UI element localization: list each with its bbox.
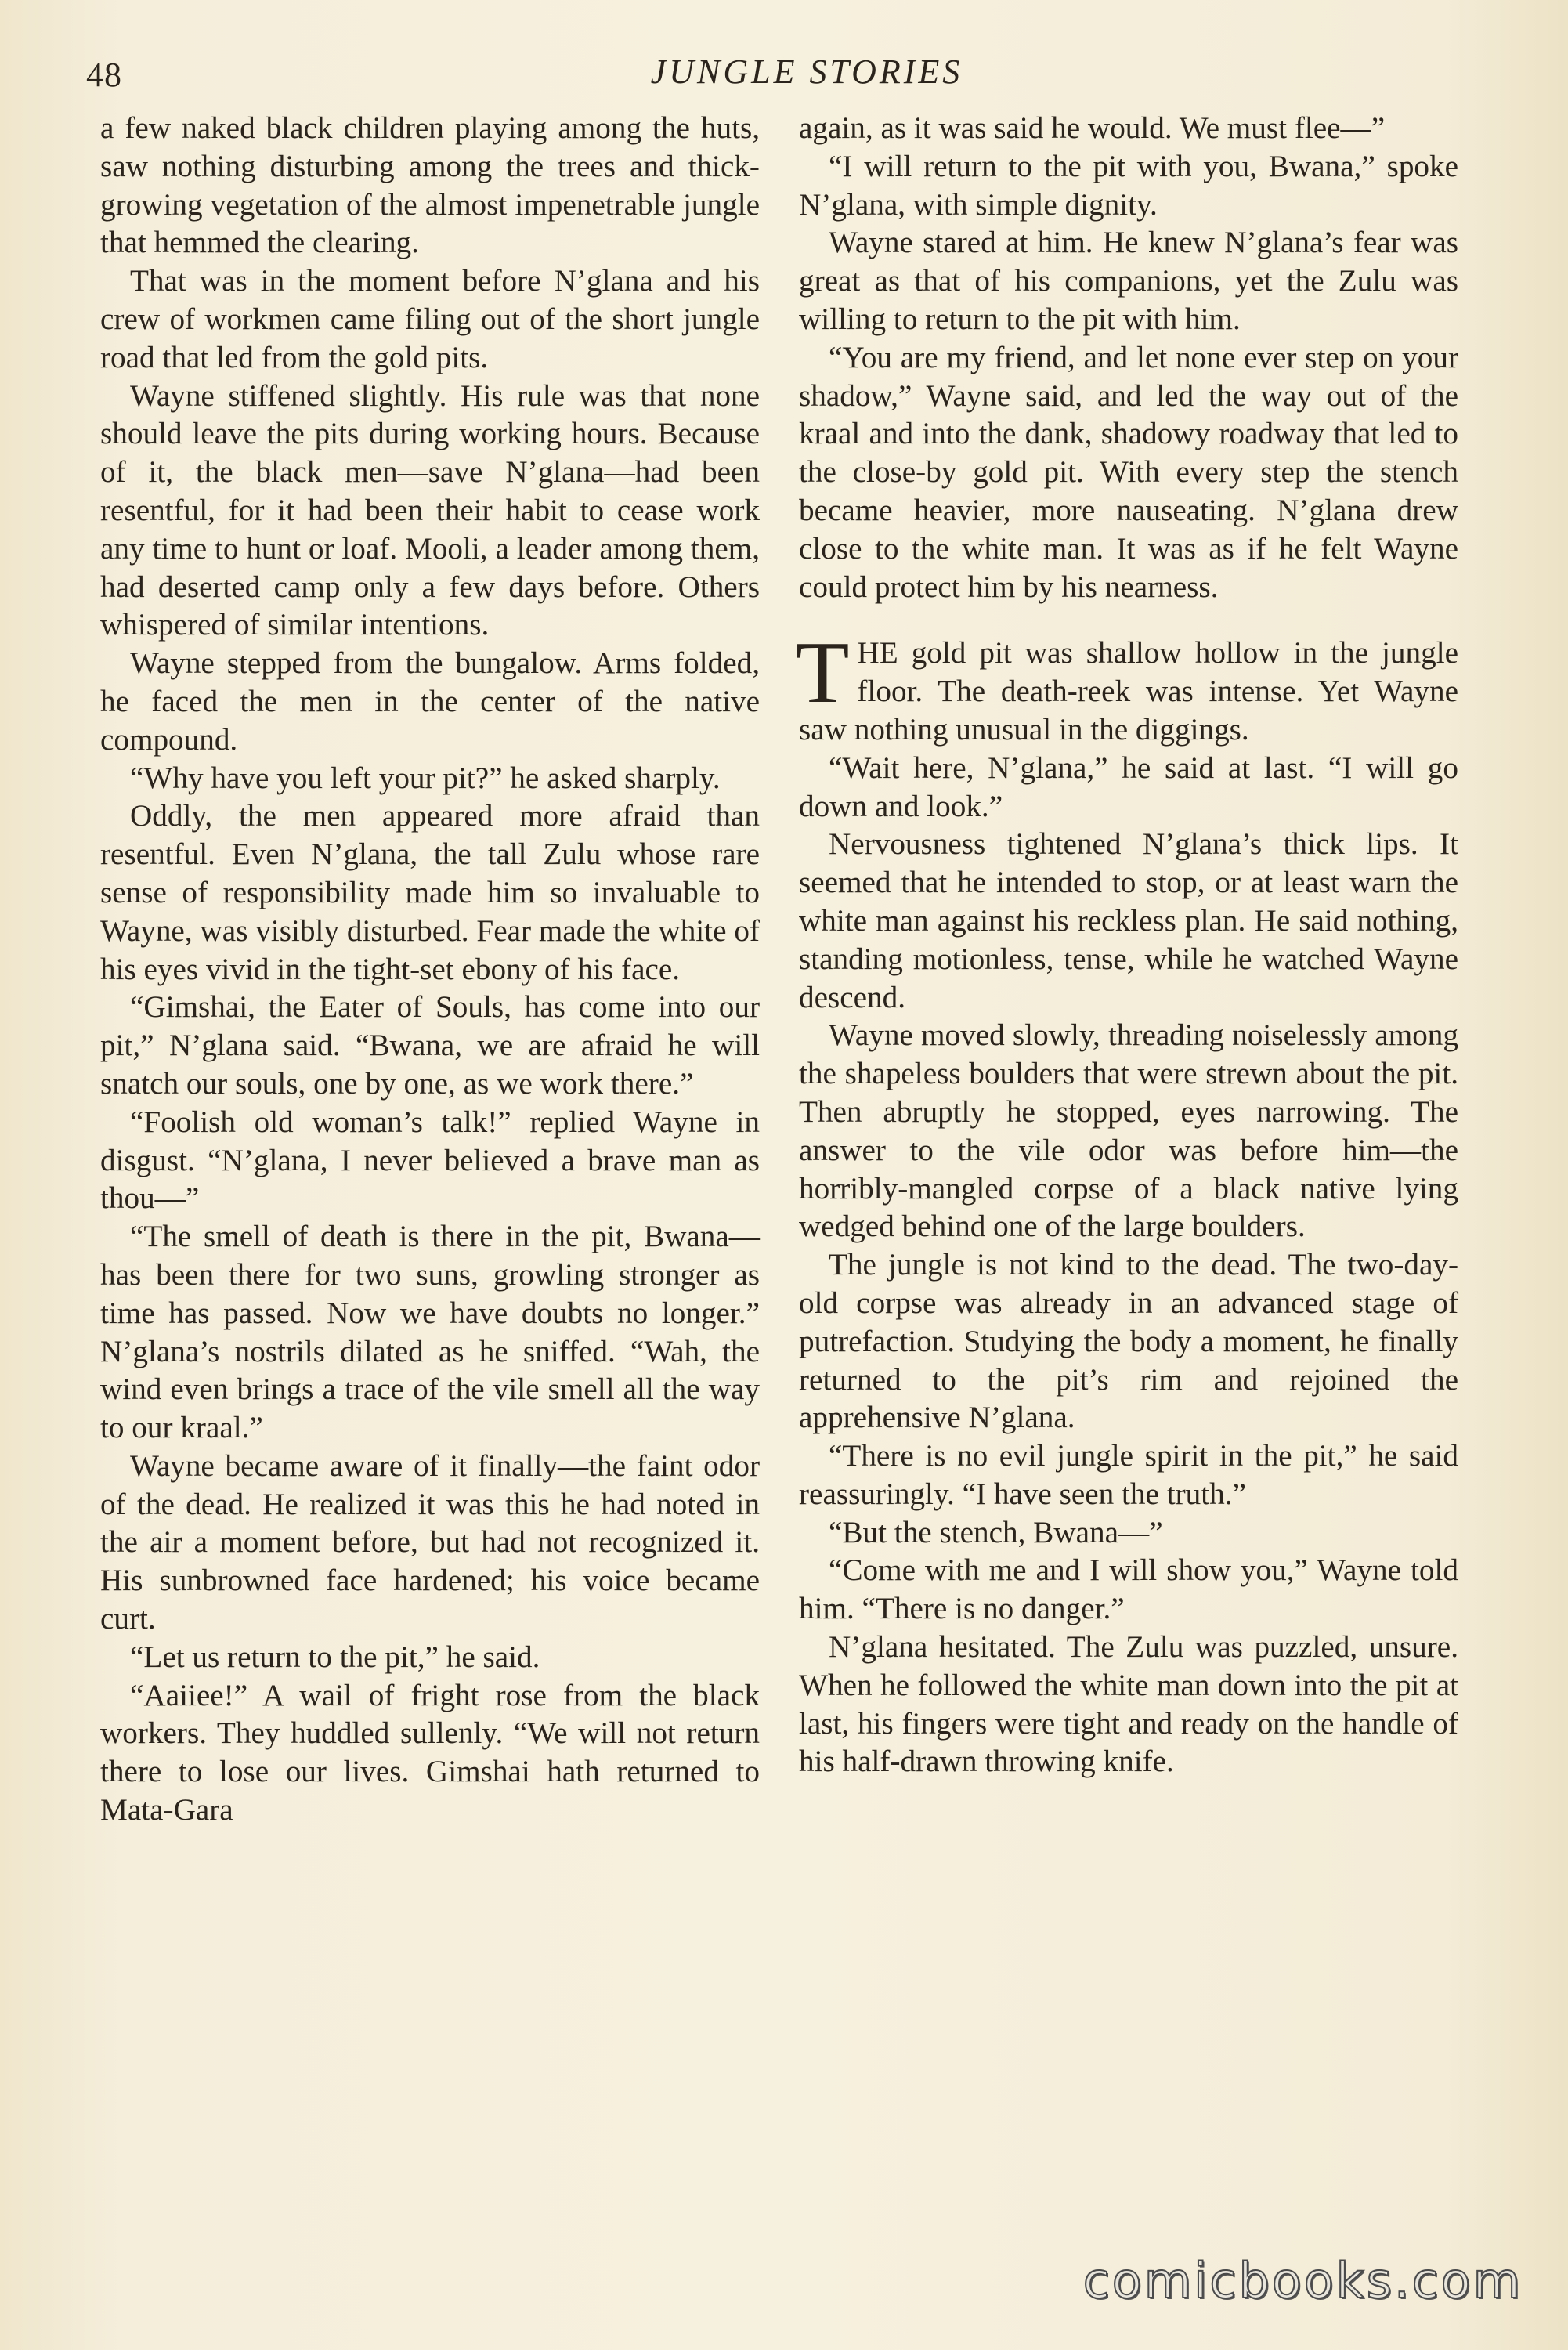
paragraph: “Come with me and I will show you,” Wayne told him. “There is no danger.” (799, 1553, 1458, 1626)
paragraph: “The smell of death is there in the pit, Bwana— has been there for two suns, growling stronger as time has passed. Now we have doubts no longer.” N’glana’s nostrils dilated as he sniffed. “Wah, the wind even brings a trace of the vile smell all the way to our kraal.” (100, 1220, 760, 1445)
paragraph: N’glana hesitated. The Zulu was puzzled, unsure. When he followed the white man down into the pit at last, his fingers were tight and ready on the handle of his half-drawn throwing knife. (799, 1630, 1458, 1779)
paragraph: “Wait here, N’glana,” he said at last. “I will go down and look.” (799, 750, 1458, 823)
section-opening-paragraph (796, 624, 1458, 749)
paragraph: The jungle is not kind to the dead. The two-day-old corpse was already in an advanced stage of putrefaction. Studying the body a moment, he finally returned to the pit’s rim and rejoined the apprehensive N’glana. (799, 1248, 1458, 1435)
paragraph: again, as it was said he would. We must flee—” (799, 111, 1386, 145)
paragraph: “Foolish old woman’s talk!” replied Wayne in disgust. “N’glana, I never believed a brave man as thou—” (100, 1104, 760, 1216)
paragraph: “You are my friend, and let none ever step on your shadow,” Wayne said, and led the way out of the kraal and into the dank, shadowy roadway that led to the close-by gold pit. With every step the stench became heavier, more nauseating. N’glana drew close to the white man. It was as if he felt Wayne could protect him by his nearness. (799, 340, 1458, 604)
page-number: 48 (86, 56, 122, 94)
paragraph: Nervousness tightened N’glana’s thick lips. It seemed that he intended to stop, or at least warn the white man against his reckless plan. He said nothing, standing motionless, tense, while he watched Wayne descend. (799, 827, 1458, 1014)
paragraph: That was in the moment before N’glana and his crew of workmen came filing out of the short jungle road that led from the gold pits. (100, 264, 760, 374)
paragraph: “Why have you left your pit?” he asked sharply. (130, 761, 721, 795)
paragraph: “I will return to the pit with you, Bwana,” spoke N’glana, with simple dignity. (799, 149, 1458, 222)
paragraph: “But the stench, Bwana—” (829, 1515, 1163, 1549)
paragraph: Wayne moved slowly, threading noiselessly among the shapeless boulders that were strewn about the pit. Then abruptly he stopped, eyes narrowing. The answer to the vile odor was before him—the horribly-mangled corpse of a black native lying wedged behind one of the large boulders. (799, 1018, 1458, 1244)
paragraph: “Aaiiee!” A wail of fright rose from the black workers. They huddled sullenly. “We will not return there to lose our lives. Gimshai hath returned to Mata-Gara (100, 1678, 760, 1828)
paragraph: Oddly, the men appeared more afraid than resentful. Even N’glana, the tall Zulu whose rare sense of responsibility made him so invaluable to Wayne, was visibly disturbed. Fear made the white of his eyes vivid in the tight-set ebony of his face. (100, 799, 760, 986)
right-column (796, 110, 1458, 1781)
paragraph: Wayne became aware of it finally—the faint odor of the dead. He realized it was this he had noted in the air a moment before, but had not recognized it. His sunbrowned face hardened; his voice became curt. (100, 1448, 760, 1636)
paragraph: “There is no evil jungle spirit in the pit,” he said reassuringly. “I have seen the truth.” (799, 1439, 1458, 1511)
section-opening-text: HE gold pit was shallow hollow in the jungle floor. The death-reek was intense. Yet Wayne saw nothing unusual in the diggings. (799, 636, 1458, 747)
paragraph: Wayne stiffened slightly. His rule was that none should leave the pits during working hours. Because of it, the black men—save N’glana—had been resentful, for it had been their habit to cease work any time to hunt or loaf. Mooli, a leader among them, had deserted camp only a few days before. Others whispered of similar intentions. (100, 378, 760, 642)
left-column (100, 110, 760, 1830)
paragraph: “Gimshai, the Eater of Souls, has come into our pit,” N’glana said. “Bwana, we are afraid he will snatch our souls, one by one, as we work there.” (100, 990, 760, 1101)
paragraph: Wayne stepped from the bungalow. Arms folded, he faced the men in the center of the native compound. (100, 646, 760, 757)
site-watermark: comicbooks.com (1082, 2252, 1523, 2309)
paragraph: “Let us return to the pit,” he said. (130, 1640, 540, 1674)
paragraph: Wayne stared at him. He knew N’glana’s fear was great as that of his companions, yet the Zulu was willing to return to the pit with him. (799, 226, 1458, 336)
drop-cap: T (796, 624, 850, 722)
running-title: JUNGLE STORIES (650, 52, 963, 91)
page-header (86, 49, 1480, 103)
paragraph: a few naked black children playing among the huts, saw nothing disturbing among the trees and thick-growing vegetation of the almost impenetrable jungle that hemmed the clearing. (100, 111, 760, 260)
